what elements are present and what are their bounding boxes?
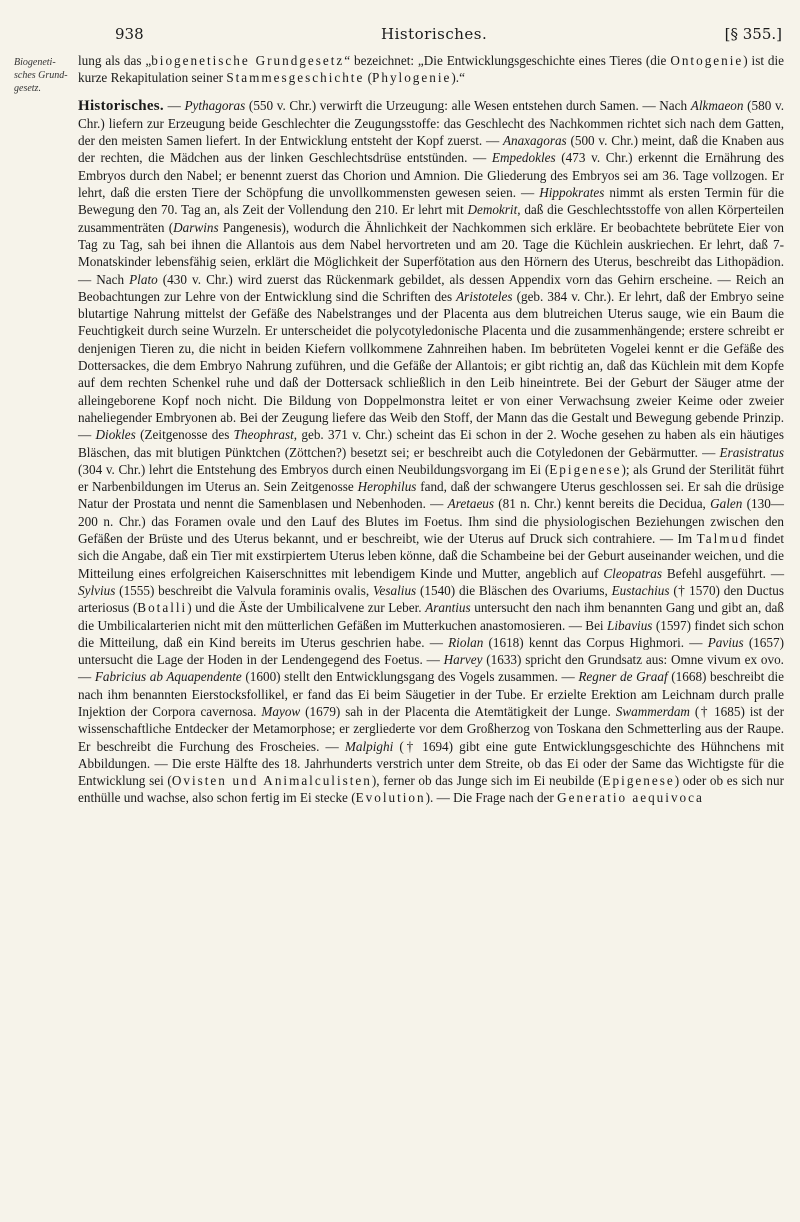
- page-number: 938: [115, 25, 144, 43]
- historisches-paragraph: Historisches. — Pythagoras (550 v. Chr.) verwirft die Urzeugung: alle Wesen entstehen durch Samen. — Nach Alkmaeon (580 v. Chr.) liefern zur Erzeugung beide Geschlechter die Zeugungsstoffe: das Geschlecht des Nachkommen richtet sich nach dem Gatten, der den meisten Samen liefert. In der Entwicklung entsteht der Kopf zuerst. — Anaxagoras (500 v. Chr.) meint, daß die Knaben aus der rechten, die Mädchen aus der linken Geschlechtsdrüse entstünden. — Empedokles (473 v. Chr.) erkennt die Ernährung des Embryos durch den Nabel; er benennt zuerst das Chorion und Amnion. Die Gliederung des Embryos sei am 36. Tage vollzogen. Er lehrt, daß die ersten Tiere der Schöpfung die unvollkommensten gewesen seien. — Hippokrates nimmt als ersten Termin für die Bewegung den 70. Tag an, als Zeit der Vollendung den 210. Er lehrt mit Demokrit, daß die Geschlechtsstoffe von allen Körperteilen zusammenträten (Darwins Pangenesis), wodurch die Ähnlichkeit der Nachkommen sich erkläre. Er beobachtete bebrütete Eier von Tag zu Tag, sah bei ihnen die Allantois aus dem Nabel hervortreten und am 20. Tage die Küchlein auskriechen. Er lehrt, daß 7-Monatskinder lebensfähig seien, erklärt die Möglichkeit der Superfötation aus den Hörnern des Uterus, beschreibt das Lithopädion. — Nach Plato (430 v. Chr.) wird zuerst das Rückenmark gebildet, als dessen Appendix vorn das Gehirn erscheine. — Reich an Beobachtungen zur Lehre von der Entwicklung sind die Schriften des Aristoteles (geb. 384 v. Chr.). Er lehrt, daß der Embryo seine blutartige Nahrung mittelst der Gefäße des Nabelstranges und der Placenta aus dem blutreichen Uterus sauge, wie ein Baum die Feuchtigkeit durch seine Wurzeln. Er unterscheidet die polycotyledonische Placenta und die zusammenhängende; erstere schreibt er denjenigen Tieren zu, die nicht in beiden Kiefern vollkommene Zahnreihen haben. Im bebrüteten Vogelei kennt er die Gefäße des Dottersackes, die dem Embryo Nahrung zuführen, und die Gefäße der Allantois; er gibt richtig an, daß das Küchlein mit dem Kopfe auf dem rechten Schenkel ruhe und daß der Dottersack schließlich in den Leib hineintrete. Bei der Geburt der Säuger atme der alleingeborene Kopf noch nicht. Die Bildung von Doppelmonstra leitet er von einer Verwachsung zweier Keime oder zweier naheliegender Embryonen ab. Bei der Zeugung liefere das Weib den Stoff, der Mann das die Gestalt und Bewegung gebende Prinzip. — Diokles (Zeitgenosse des Theophrast, geb. 371 v. Chr.) scheint das Ei schon in der 2. Woche gesehen zu haben als ein häutiges Bläschen, das mit blutigen Pünktchen (Zöttchen?) besetzt sei; er beschreibt auch die Cotyledonen der Gebärmutter. — Erasistratus (304 v. Chr.) lehrt die Entstehung des Embryos durch einen Neubildungsvorgang im Ei (Epigenese); als Grund der Sterilität führt er Narbenbildungen im Uterus an. Sein Zeitgenosse Herophilus fand, daß der schwangere Uterus geschlossen sei. Er sah die drüsige Natur der Prostata und nennt die Samenblasen und Nebenhoden. — Aretaeus (81 n. Chr.) kennt bereits die Decidua, Galen (130—200 n. Chr.) das Foramen ovale und den Lauf des Blutes im Foetus. Ihm sind die physiologischen Beziehungen zwischen den Gefäßen der Brüste und des Uterus bekannt, und er beschreibt, wie der Uterus auf Druck sich contrahiere. — Im Talmud findet sich die Angabe, daß ein Tier mit exstirpiertem Uterus leben könne, daß die Schambeine bei der Geburt auseinander weichen, und die Mitteilung eines erfolgreichen Kaiserschnittes mit lebendigem Kinde und Mutter, angeblich auf Cleopatras Befehl ausgeführt. — Sylvius (1555) beschreibt die Valvula foraminis ovalis, Vesalius (1540) die Bläschen des Ovariums, Eustachius († 1570) den Ductus arteriosus (Botalli) und die Äste der Umbilicalvene zur Leber. Arantius untersucht den nach ihm benannten Gang und gibt an, daß die Umbilicalarterien nicht mit den mütterlichen Gefäßen im Mutterkuchen anastomosieren. — Bei Libavius (1597) findet sich schon die Mitteilung, daß ein Kind bereits im Uterus geschrien habe. — Riolan (1618) kennt das Corpus Highmori. — Pavius (1657) untersucht die Lage der Hoden in der Lendengegend des Foetus. — Harvey (1633) spricht den Grundsatz aus: Omne vivum ex ovo. — Fabricius ab Aquapendente (1600) stellt den Entwicklungsgang des Vogels zusammen. — Regner de Graaf (1668) beschreibt die nach ihm benannten Eierstocksfollikel, er fand das Ei beim Säugetier in der Tube. Er erzielte Erektion am Leichnam durch pralle Injektion der Corpora cavernosa. Mayow (1679) sah in der Placenta die Atemtätigkeit der Lunge. Swammerdam († 1685) ist der wissenschaftliche Entdecker der Metamorphose; er zergliederte vor dem Großherzog von Toskana den Schmetterling aus der Raupe. Er beschreibt die Furchung des Froscheies. — Malpighi († 1694) gibt eine gute Entwicklungsgeschichte des Hühnchens mit Abbildungen. — Die erste Hälfte des 18. Jahrhunderts verstrich unter dem Streite, ob das Ei oder der Same das Wichtigste für die Entwicklung sei (Ovisten und Animalculisten), ferner ob das Junge sich im Ei neubilde (Epigenese) oder ob es sich nur enthülle und wachse, also schon fertig im Ei stecke (Evolution). — Die Frage nach der Generatio aequivoca: [78, 97, 785, 806]
- section-heading: Historisches.: [78, 97, 164, 114]
- running-title: Historisches.: [381, 25, 488, 43]
- margin-note: Biogeneti-sches Grund-gesetz.: [14, 57, 68, 94]
- section-number: [§ 355.]: [724, 25, 782, 43]
- running-header: [115, 22, 782, 46]
- intro-paragraph: lung als das „biogenetische Grundgesetz“ bezeichnet: „Die Entwicklungsgeschichte eines Tieres (die Ontogenie) ist die kurze Rekapitulation seiner Stammesgeschichte (Phylogenie).“: [78, 53, 784, 86]
- body-text: [78, 52, 784, 807]
